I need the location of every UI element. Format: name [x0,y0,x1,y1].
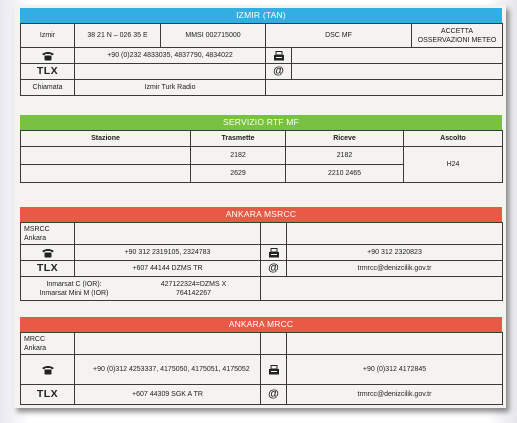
msrcc-tlx: +607 44144 DZMS TR [75,261,261,277]
msrcc-inmarsat-c: 427122324=DZMS X [160,280,227,288]
document-card [14,5,506,408]
msrcc-empty-3 [287,223,503,245]
msrcc-inmarsat-empty [261,277,503,301]
mrcc-section [20,317,502,405]
mrcc-name-line2: Ankara [24,344,47,352]
izmir-tlx-value [75,64,266,80]
msrcc-fax: +90 312 2320823 [287,245,503,261]
mrcc-tlx-label: TLX [21,385,75,405]
mrcc-name [21,333,75,355]
msrcc-name [21,223,75,245]
mrcc-empty-2 [261,333,287,355]
izmir-dsc: DSC MF [266,24,412,48]
msrcc-email: trmrcc@denizcilik.gov.tr [287,261,503,277]
mrcc-title: ANKARA MRCC [20,317,502,332]
msrcc-at-label: @ [261,261,287,277]
rtf-header-stazione: Stazione [21,131,191,147]
msrcc-empty-1 [75,223,261,245]
rtf-ascolto: H24 [404,147,503,183]
izmir-name: Izmir [21,24,75,48]
msrcc-section [20,207,502,301]
msrcc-tlx-label: TLX [21,261,75,277]
rtf-table [20,130,503,183]
rtf-title: SERVIZIO RTF MF [20,115,502,130]
mrcc-at-label: @ [261,385,287,405]
msrcc-inmarsat-m-label: Inmarsat Mini M (IOR) [39,289,109,297]
izmir-chiamata-label: Chiamata [21,80,75,96]
msrcc-title: ANKARA MSRCC [20,207,502,222]
fax-icon [261,355,287,385]
izmir-chiamata-empty [266,80,503,96]
rtf-header-ascolto: Ascolto [404,131,503,147]
mrcc-empty-1 [75,333,261,355]
fax-icon [261,245,287,261]
fax-icon [266,48,292,64]
rtf-row-stazione [21,165,191,183]
msrcc-inmarsat-values [127,280,260,298]
rtf-header-riceve: Riceve [286,131,404,147]
msrcc-name-line2: Ankara [24,234,47,242]
izmir-fax-value [292,48,503,64]
izmir-email-value [292,64,503,80]
izmir-tlx-label: TLX [21,64,75,80]
mrcc-email: trmrcc@denizcilik.gov.tr [287,385,503,405]
rtf-section [20,115,502,183]
rtf-row-trasmette: 2182 [191,147,286,165]
msrcc-table [20,222,503,301]
izmir-mmsi: MMSI 002715000 [161,24,266,48]
rtf-row-riceve: 2210 2465 [286,165,404,183]
rtf-row-trasmette: 2629 [191,165,286,183]
izmir-note: ACCETTA OSSERVAZIONI METEO [412,24,503,48]
mrcc-fax: +90 (0)312 4172845 [287,355,503,385]
telephone-icon [21,245,75,261]
telephone-icon [21,48,75,64]
izmir-chiamata-value: Izmir Turk Radio [75,80,266,96]
izmir-section [20,8,502,96]
mrcc-table [20,332,503,405]
msrcc-empty-2 [261,223,287,245]
mrcc-phone: +90 (0)312 4253337, 4175050, 4175051, 4175052 [75,355,261,385]
izmir-title: IZMIR (TAN) [20,8,502,23]
telephone-icon [21,355,75,385]
mrcc-empty-3 [287,333,503,355]
rtf-row-riceve: 2182 [286,147,404,165]
msrcc-phone: +90 312 2319105, 2324783 [75,245,261,261]
msrcc-inmarsat [21,277,261,301]
msrcc-inmarsat-m: 764142267 [175,289,212,297]
izmir-table [20,23,503,96]
msrcc-inmarsat-labels [21,280,127,298]
mrcc-name-line1: MRCC [24,335,45,343]
msrcc-name-line1: MSRCC [24,225,50,233]
izmir-coords: 38 21 N – 026 35 E [75,24,161,48]
izmir-at-label: @ [266,64,292,80]
rtf-row-stazione [21,147,191,165]
rtf-header-trasmette: Trasmette [191,131,286,147]
mrcc-tlx: +607 44309 SGK A TR [75,385,261,405]
msrcc-inmarsat-c-label: Inmarsat C (IOR): [46,280,102,288]
izmir-phone: +90 (0)232 4833035, 4837790, 4834022 [75,48,266,64]
